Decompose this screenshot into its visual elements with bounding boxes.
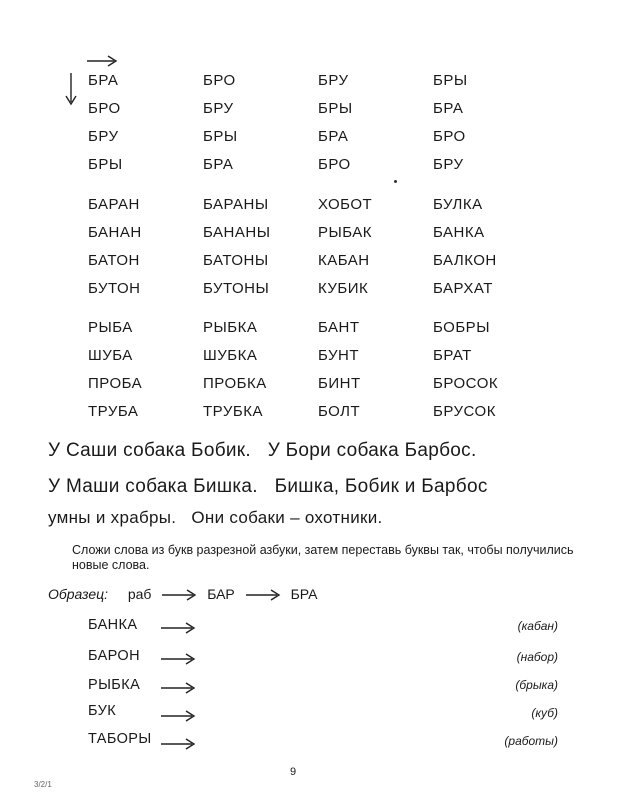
- arrow-down-icon: [64, 72, 78, 106]
- sample-step: раб: [127, 586, 152, 602]
- exercise-word: БАРОН: [88, 648, 140, 664]
- table-cell: БАРХАТ: [433, 280, 493, 297]
- table-cell: БАНАНЫ: [203, 224, 271, 241]
- table-cell: БРУСОК: [433, 403, 496, 420]
- task-instruction: Сложи слова из букв разрезной азбуки, затем переставь буквы так, чтобы получились новые слова.: [72, 543, 574, 572]
- table-cell: БАНАН: [88, 224, 142, 241]
- arrow-right-icon: [160, 681, 196, 695]
- table-cell: БАТОНЫ: [203, 252, 269, 269]
- arrow-right-icon: [245, 588, 281, 602]
- table-cell: БОЛТ: [318, 403, 361, 420]
- table-cell: БРА: [88, 72, 119, 89]
- table-cell: БРЫ: [203, 128, 238, 145]
- table-cell: ХОБОТ: [318, 196, 373, 213]
- table-cell: БРА: [433, 100, 464, 117]
- table-cell: КУБИК: [318, 280, 369, 297]
- arrow-right-icon: [160, 709, 196, 723]
- exercise-word: РЫБКА: [88, 677, 141, 693]
- table-cell: БРЫ: [433, 72, 468, 89]
- table-cell: БАТОН: [88, 252, 140, 269]
- table-cell: БУЛКА: [433, 196, 483, 213]
- exercise-hint: (работы): [504, 734, 558, 748]
- reading-sentence: У Саши собака Бобик. У Бори собака Барбос.: [48, 440, 477, 461]
- table-cell: БРУ: [203, 100, 234, 117]
- exercise-word: БАНКА: [88, 617, 138, 633]
- table-cell: БРАТ: [433, 347, 472, 364]
- table-cell: БРО: [318, 156, 351, 173]
- table-cell: БИНТ: [318, 375, 361, 392]
- arrow-right-icon: [160, 737, 196, 751]
- table-cell: ШУБКА: [203, 347, 258, 364]
- table-cell: ТРУБКА: [203, 403, 263, 420]
- sample-line: [48, 586, 318, 602]
- table-cell: БУТОНЫ: [203, 280, 270, 297]
- table-cell: ТРУБА: [88, 403, 139, 420]
- sample-step: БРА: [290, 586, 318, 602]
- exercise-word: ТАБОРЫ: [88, 731, 152, 747]
- reading-sentence: У Маши собака Бишка. Бишка, Бобик и Барбос: [48, 476, 488, 497]
- arrow-right-icon: [86, 55, 118, 67]
- table-cell: РЫБКА: [203, 319, 258, 336]
- table-cell: БУТОН: [88, 280, 141, 297]
- table-cell: БРО: [433, 128, 466, 145]
- table-cell: БУНТ: [318, 347, 360, 364]
- exercise-hint: (брыка): [515, 678, 558, 692]
- table-cell: БАРАН: [88, 196, 140, 213]
- sample-label: Образец:: [48, 586, 109, 602]
- reading-sentence: умны и храбры. Они собаки – охотники.: [48, 508, 383, 527]
- table-cell: ПРОБА: [88, 375, 143, 392]
- arrow-right-icon: [160, 621, 196, 635]
- page-number: 9: [290, 766, 297, 778]
- table-cell: БРО: [203, 72, 236, 89]
- table-cell: БАНКА: [433, 224, 485, 241]
- table-cell: БРО: [88, 100, 121, 117]
- arrow-right-icon: [160, 652, 196, 666]
- stray-dot: [394, 180, 397, 183]
- table-cell: БРУ: [433, 156, 464, 173]
- table-cell: ШУБА: [88, 347, 133, 364]
- footer-code: 3/2/1: [34, 780, 52, 789]
- table-cell: РЫБА: [88, 319, 133, 336]
- exercise-word: БУК: [88, 703, 117, 719]
- table-cell: БРОСОК: [433, 375, 499, 392]
- table-cell: ПРОБКА: [203, 375, 267, 392]
- table-cell: БРУ: [318, 72, 349, 89]
- table-cell: БОБРЫ: [433, 319, 490, 336]
- table-cell: БРЫ: [318, 100, 353, 117]
- table-cell: БРУ: [88, 128, 119, 145]
- sample-step: БАР: [207, 586, 235, 602]
- table-cell: БАНТ: [318, 319, 360, 336]
- table-cell: БАРАНЫ: [203, 196, 269, 213]
- table-cell: РЫБАК: [318, 224, 373, 241]
- table-cell: БРЫ: [88, 156, 123, 173]
- exercise-hint: (куб): [531, 706, 558, 720]
- table-cell: БАЛКОН: [433, 252, 497, 269]
- table-cell: БРА: [318, 128, 349, 145]
- exercise-hint: (кабан): [517, 619, 558, 633]
- arrow-right-icon: [161, 588, 197, 602]
- table-cell: БРА: [203, 156, 234, 173]
- exercise-hint: (набор): [516, 650, 558, 664]
- table-cell: КАБАН: [318, 252, 370, 269]
